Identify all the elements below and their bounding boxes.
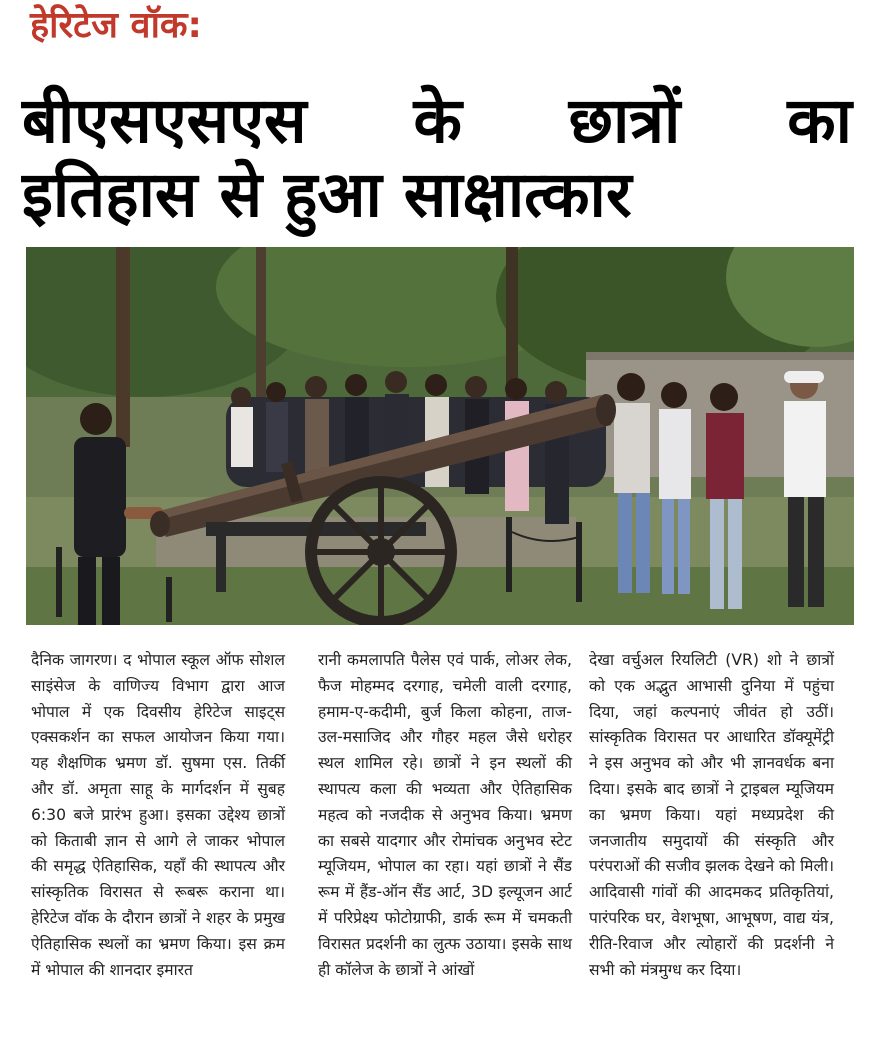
section-kicker: हेरिटेज वॉक: xyxy=(30,5,202,46)
article-column-1: दैनिक जागरण। द भोपाल स्कूल ऑफ सोशल साइंसेज के वाणिज्य विभाग द्वारा आज भोपाल में एक दिवसीय हेरिटेज साइट्स एक्सकर्शन का सफल आयोजन किया गया। यह शैक्षणिक भ्रमण डॉ. सुषमा एस. तिर्की और डॉ. अमृता साहू के मार्गदर्शन में सुबह 6:30 बजे प्रारंभ हुआ। इसका उद्देश्य छात्रों को किताबी ज्ञान से आगे ले जाकर भोपाल की समृद्ध ऐतिहासिक, यहाँ की स्थापत्य और सांस्कृतिक विरासत से रूबरू कराना था।हेरिटेज वॉक के दौरान छात्रों ने शहर के प्रमुख ऐतिहासिक स्थलों का भ्रमण किया। इस क्रम में भोपाल की शानदार इमारत xyxy=(31,651,285,979)
article-column-2: रानी कमलापति पैलेस एवं पार्क, लोअर लेक, फैज मोहम्मद दरगाह, चमेली वाली दरगाह, हमाम-ए-कदीमी, बुर्ज किला कोहना, ताज-उल-मसाजिद और गौहर महल जैसे धरोहर स्थल शामिल रहे। छात्रों ने इन स्थलों की स्थापत्य कला की भव्यता और ऐतिहासिक महत्व को नजदीक से अनुभव किया। भ्रमण का सबसे यादगार और रोमांचक अनुभव स्टेट म्यूजियम, भोपाल का रहा। यहां छात्रों ने सैंड रूम में हैंड-ऑन सैंड आर्ट, 3D इल्यूजन आर्ट में परिप्रेक्ष्य फोटोग्राफी, डार्क रूम में चमकती विरासत प्रदर्शनी का लुत्फ उठाया। इसके साथ ही कॉलेज के छात्रों ने आंखों xyxy=(318,651,572,979)
article-column-3: देखा वर्चुअल रियलिटी (VR) शो ने छात्रों को एक अद्भुत आभासी दुनिया में पहुंचा दिया, जहां कल्पनाएं जीवंत हो उठीं। सांस्कृतिक विरासत पर आधारित डॉक्यूमेंट्री ने इस अनुभव को और भी ज्ञानवर्धक बना दिया। इसके बाद छात्रों ने ट्राइबल म्यूजियम का भ्रमण किया। यहां मध्यप्रदेश की जनजातीय समुदायों की संस्कृति और परंपराओं की सजीव झलक देखने को मिली। आदिवासी गांवों की आदमकद प्रतिकृतियां, पारंपरिक घर, वेशभूषा, आभूषण, वाद्य यंत्र, रीति-रिवाज और त्योहारों की प्रदर्शनी ने सभी को मंत्रमुग्ध कर दिया। xyxy=(589,651,834,979)
students-with-cannon-photo xyxy=(26,247,854,625)
headline-line-1: बीएसएसएस के छात्रों का xyxy=(22,84,852,157)
photo-illustration xyxy=(26,247,854,625)
headline xyxy=(22,84,852,233)
headline-line-2: इतिहास से हुआ साक्षात्कार xyxy=(22,158,632,232)
